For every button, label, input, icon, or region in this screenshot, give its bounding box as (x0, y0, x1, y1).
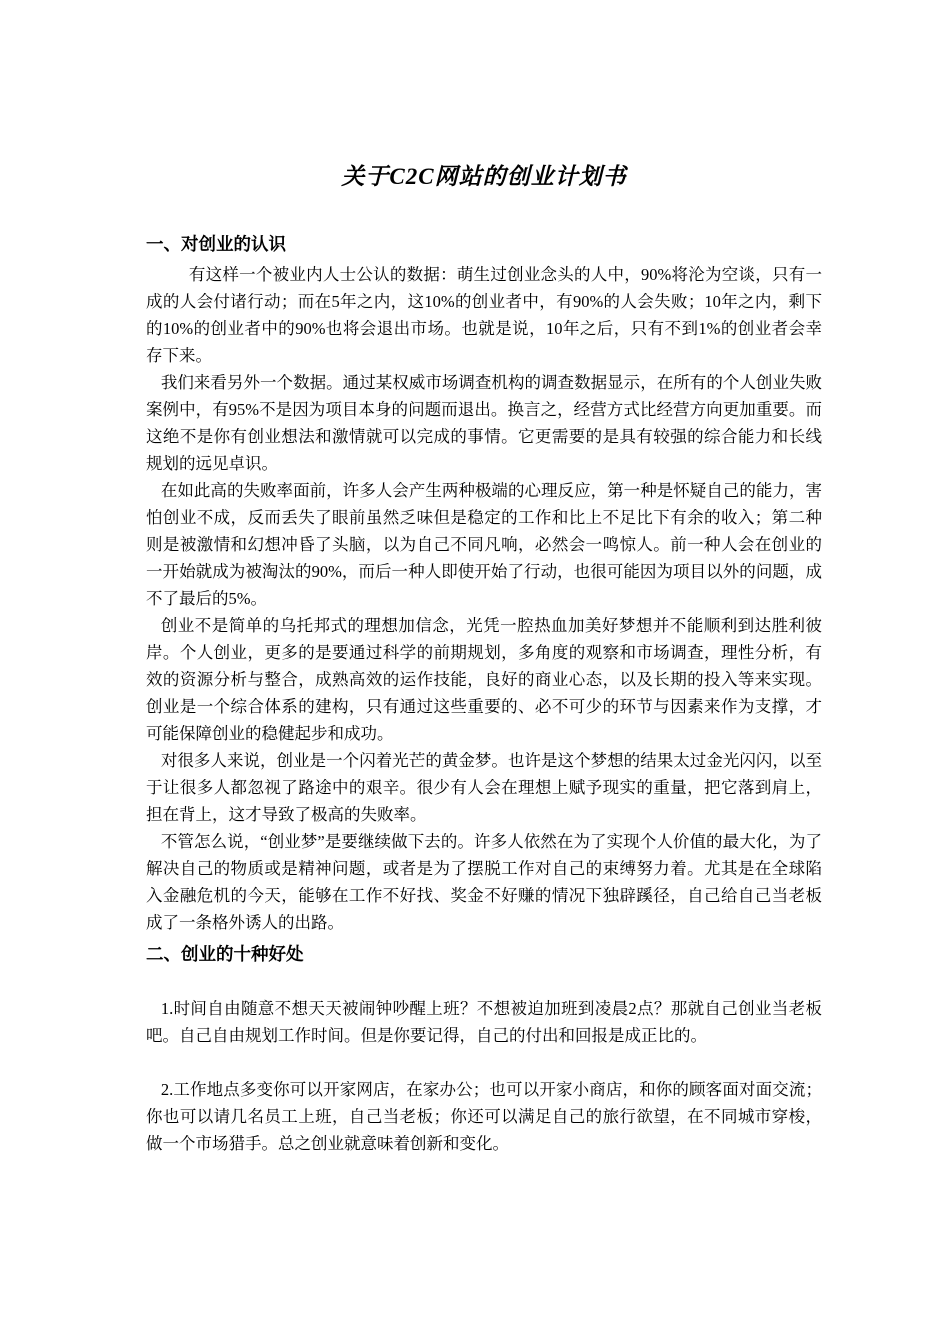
section-ten-benefits (146, 941, 822, 1157)
document-title: 关于C2C网站的创业计划书 (341, 164, 627, 189)
paragraph: 在如此高的失败率面前，许多人会产生两种极端的心理反应，第一种是怀疑自己的能力，害怕创业不成，反而丢失了眼前虽然乏味但是稳定的工作和比上不足比下有余的收入；第二种则是被激情和幻想冲昏了头脑，以为自己不同凡响，必然会一鸣惊人。前一种人会在创业的一开始就成为被淘汰的90%，而后一种人即使开始了行动，也很可能因为项目以外的问题，成不了最后的5%。 (146, 481, 822, 608)
section-understanding-entrepreneurship (146, 231, 822, 936)
paragraph: 有这样一个被业内人士公认的数据：萌生过创业念头的人中，90%将沦为空谈，只有一成的人会付诸行动；而在5年之内，这10%的创业者中，有90%的人会失败；10年之内，剩下的10%的创业者中的90%也将会退出市场。也就是说，10年之后，只有不到1%的创业者会幸存下来。 (146, 265, 822, 365)
section-2-heading: 二、创业的十种好处 (146, 944, 304, 964)
paragraph: 我们来看另外一个数据。通过某权威市场调查机构的调查数据显示，在所有的个人创业失败案例中，有95%不是因为项目本身的问题而退出。换言之，经营方式比经营方向更加重要。而这绝不是你有创业想法和激情就可以完成的事情。它更需要的是具有较强的综合能力和长线规划的远见卓识。 (146, 373, 822, 473)
paragraph: 对很多人来说，创业是一个闪着光芒的黄金梦。也许是这个梦想的结果太过金光闪闪，以至于让很多人都忽视了路途中的艰辛。很少有人会在理想上赋予现实的重量，把它落到肩上，担在背上，这才导致了极高的失败率。 (146, 751, 822, 824)
paragraph: 不管怎么说，“创业梦”是要继续做下去的。许多人依然在为了实现个人价值的最大化，为了解决自己的物质或是精神问题，或者是为了摆脱工作对自己的束缚努力着。尤其是在全球陷入金融危机的今天，能够在工作不好找、奖金不好赚的情况下独辟蹊径，自己给自己当老板成了一条格外诱人的出路。 (146, 832, 822, 932)
paragraph: 1.时间自由随意不想天天被闹钟吵醒上班？不想被迫加班到凌晨2点？那就自己创业当老板吧。自己自由规划工作时间。但是你要记得，自己的付出和回报是成正比的。 (146, 999, 822, 1045)
paragraph: 2.工作地点多变你可以开家网店，在家办公；也可以开家小商店，和你的顾客面对面交流；你也可以请几名员工上班，自己当老板；你还可以满足自己的旅行欲望，在不同城市穿梭，做一个市场猎手。总之创业就意味着创新和变化。 (146, 1080, 822, 1153)
paragraph: 创业不是简单的乌托邦式的理想加信念，光凭一腔热血加美好梦想并不能顺利到达胜利彼岸。个人创业，更多的是要通过科学的前期规划，多角度的观察和市场调查，理性分析，有效的资源分析与整合，成熟高效的运作技能，良好的商业心态，以及长期的投入等来实现。创业是一个综合体系的建构，只有通过这些重要的、必不可少的环节与因素来作为支撑，才可能保障创业的稳健起步和成功。 (146, 616, 822, 743)
section-1-heading: 一、对创业的认识 (146, 234, 286, 254)
